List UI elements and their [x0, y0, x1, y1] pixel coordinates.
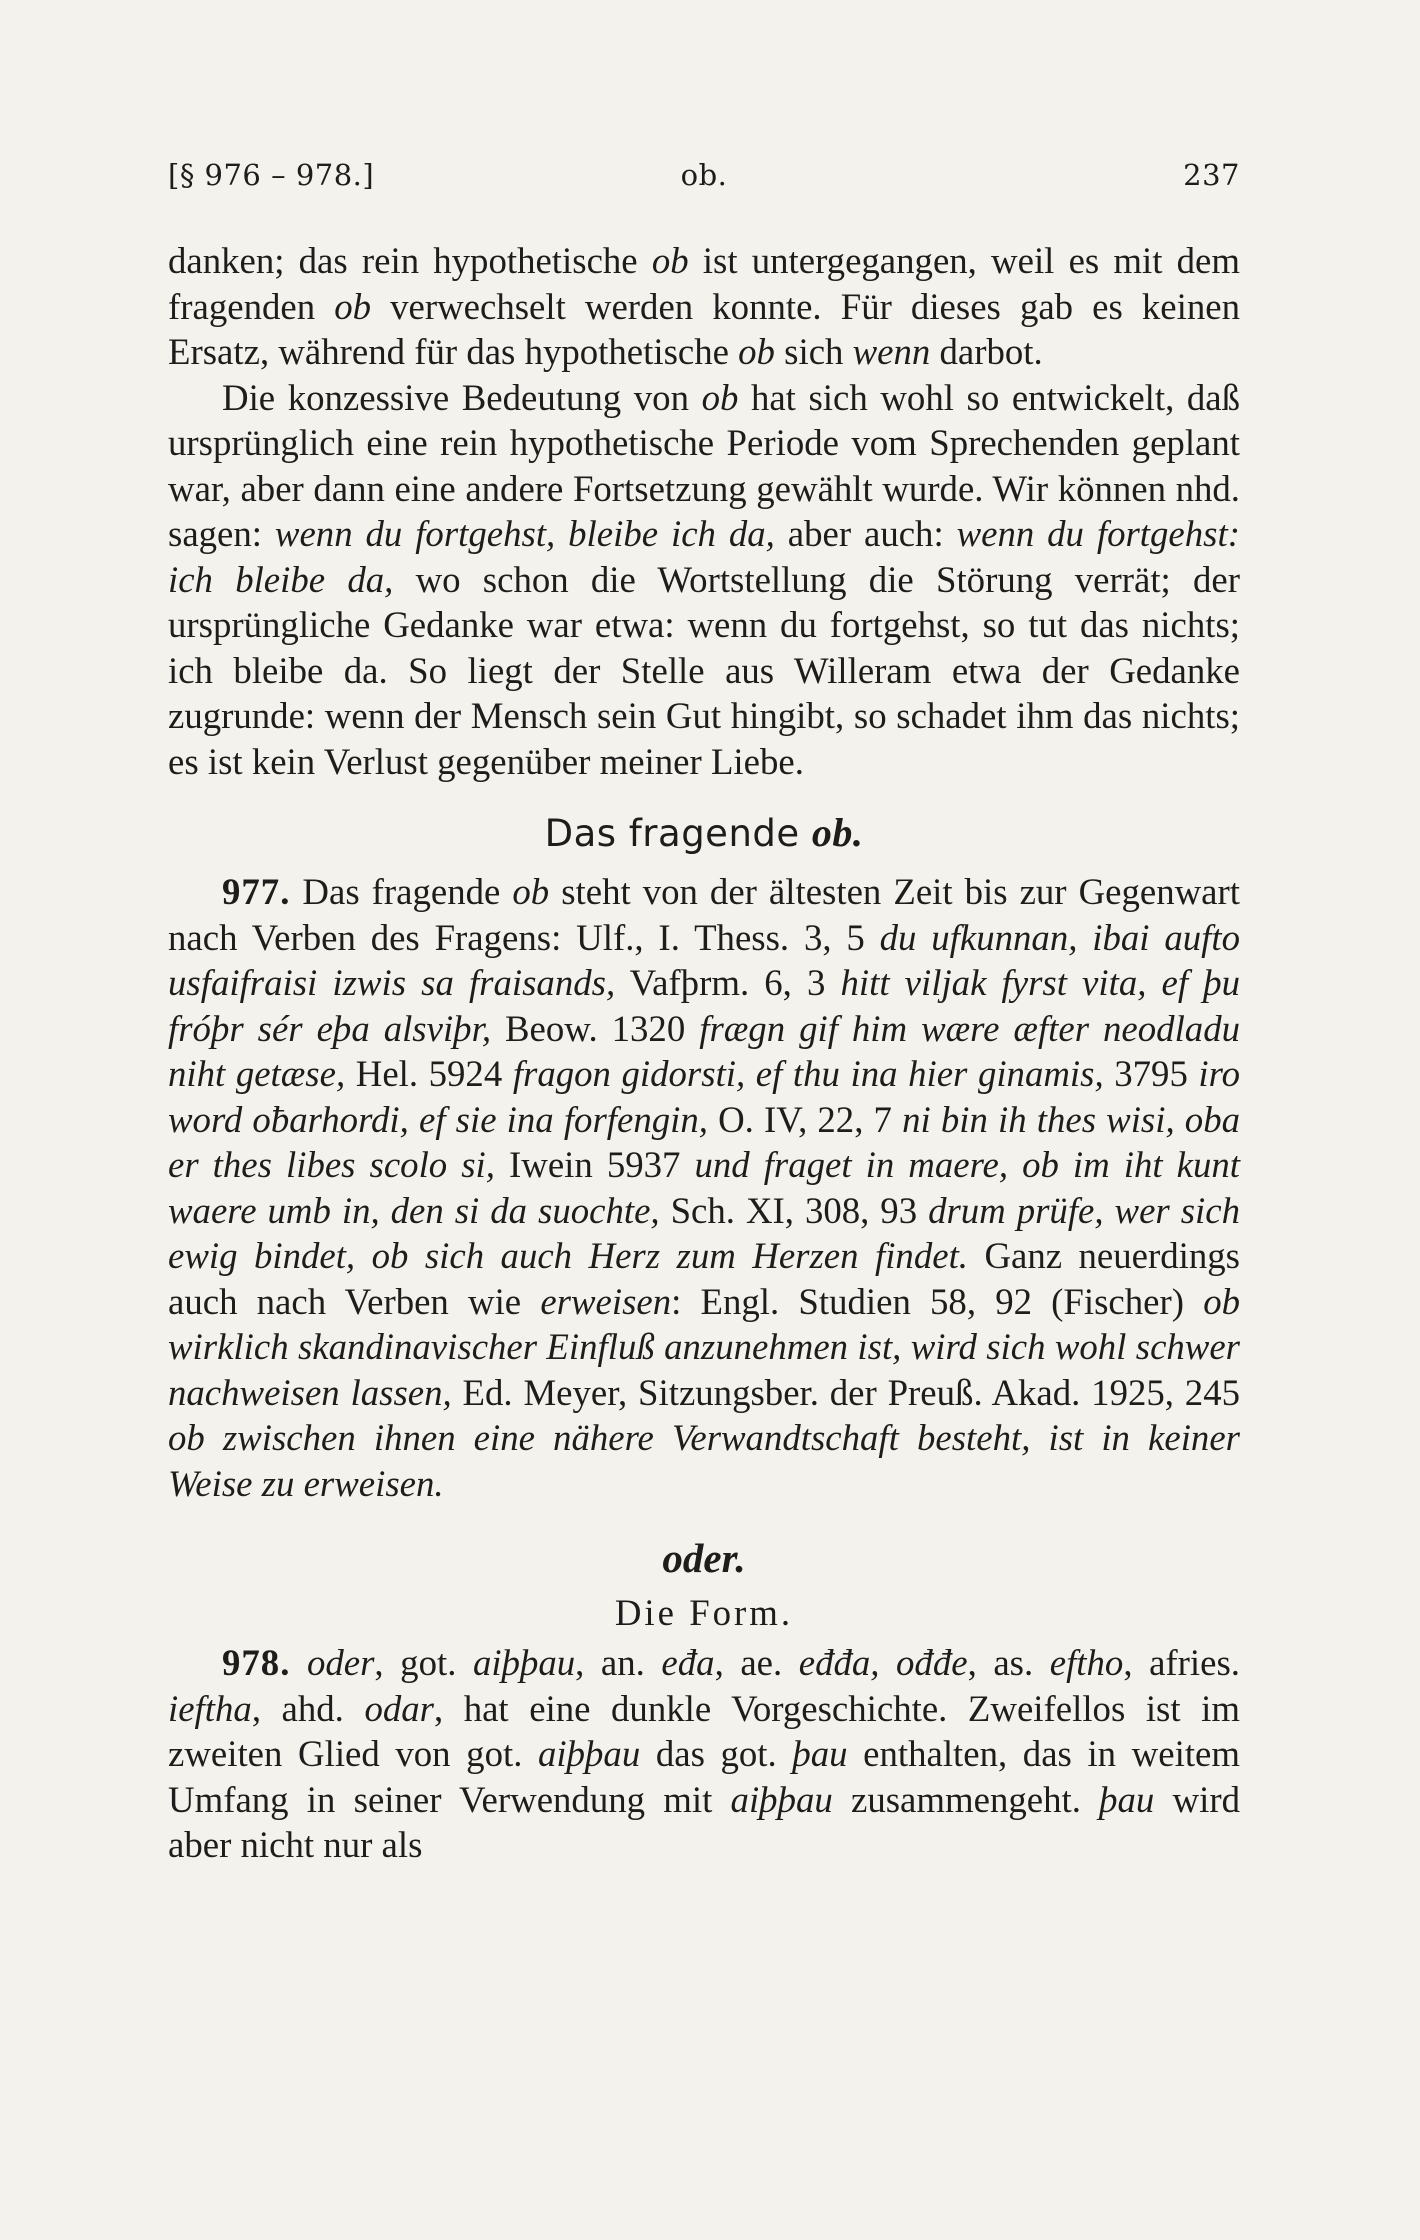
text-run: , an.: [575, 1642, 662, 1683]
italic-run: aiþþau: [472, 1642, 576, 1683]
heading-text: Das fragende: [544, 812, 812, 855]
section-heading-oder: oder.: [662, 1535, 746, 1581]
text-run: 3795: [1103, 1053, 1199, 1094]
text-run: Ganz neuerdings auch nach Verben wie: [168, 1235, 1240, 1322]
italic-run: fragon gidorsti, ef thu ina hier ginamis,: [512, 1053, 1104, 1094]
section-heading-fragende-ob: [168, 808, 1240, 859]
text-run: , as.: [967, 1642, 1050, 1683]
italic-run: drum prüfe, wer sich ewig bindet, ob sich auch Herz zum Herzen findet.: [168, 1189, 1240, 1276]
running-head: [168, 150, 1240, 200]
italic-run: frægn gif him wære æfter neodladu niht getæse,: [168, 1007, 1240, 1094]
italic-run: wenn du fortgehst: ich bleibe da,: [168, 513, 1240, 600]
text-run: Ed. Meyer, Sitzungsber. der Preuß. Akad. 1925, 245: [451, 1371, 1240, 1413]
text-run: , got.: [374, 1642, 473, 1683]
paragraph-concessive-meaning: [168, 375, 1240, 785]
italic-run: ob: [738, 331, 775, 372]
text-run: sich: [774, 331, 853, 372]
text-run: : Engl. Studien 58, 92 (Fischer): [671, 1280, 1204, 1322]
text-run: darbot.: [930, 331, 1043, 372]
text-run: wird aber nicht nur als: [168, 1778, 1240, 1865]
italic-run: eđđa, ođđe: [798, 1642, 968, 1683]
italic-run: eđa: [661, 1642, 715, 1683]
paragraph-hypothetical-ob: [168, 238, 1240, 375]
text-run: Vafþrm. 6, 3: [615, 962, 841, 1003]
subheading-die-form: Die Form.: [614, 1592, 794, 1633]
running-title: ob.: [680, 158, 728, 192]
text-run: Die konzessive Bedeutung von: [222, 376, 702, 418]
text-run: [290, 1642, 307, 1683]
italic-run: ieftha: [168, 1687, 252, 1729]
italic-run: þau: [792, 1733, 848, 1774]
italic-run: ob wirklich skandinavischer Einfluß anzunehmen ist, wird sich wohl schwer nachweisen lassen,: [168, 1280, 1240, 1413]
text-run: enthalten, das in weitem Umfang in seiner Verwendung mit: [168, 1733, 1240, 1820]
text-run: Sch. XI, 308, 93: [659, 1189, 929, 1231]
text-run: , afries.: [1123, 1642, 1240, 1683]
text-run: zusammengeht.: [832, 1778, 1100, 1820]
text-run: Iwein 5937: [494, 1144, 695, 1185]
italic-run: iro word oƀarhordi, ef sie ina forfengin,: [168, 1053, 1240, 1140]
section-number-977: 977.: [222, 871, 291, 912]
italic-run: aiþþau: [730, 1778, 833, 1820]
text-run: , ahd.: [251, 1687, 365, 1729]
text-run: wo schon die Wortstellung die Störung verrät; der ursprüngliche Gedanke war etwa: wenn du fortgehst, so tut das nichts; ich bleibe da. So liegt der Stelle aus Willeram etwa der Gedanke zugrunde: wenn der Mensch sein Gut hingibt, so schadet ihm das nichts; es ist kein Verlust gegenüber meiner Liebe.: [168, 558, 1241, 782]
text-run: O. IV, 22, 7: [707, 1098, 903, 1140]
text-run: Beow. 1320: [491, 1007, 700, 1049]
italic-run: ob: [334, 285, 371, 327]
italic-run: erweisen: [540, 1280, 672, 1322]
italic-run: eftho: [1049, 1642, 1124, 1683]
text-run: aber auch:: [774, 513, 957, 554]
book-page: [168, 150, 1240, 1868]
italic-run: þau: [1099, 1778, 1155, 1820]
italic-run: ob: [512, 871, 550, 912]
italic-run: aiþþau: [538, 1733, 641, 1774]
italic-run: odar: [364, 1687, 434, 1729]
section-range: [§ 976 – 978.]: [168, 158, 375, 192]
text-run: , hat eine dunkle Vorgeschichte. Zweifellos ist im zweiten Glied von got.: [168, 1687, 1240, 1774]
text-run: Das fragende: [290, 871, 513, 912]
italic-run: ob: [701, 376, 739, 418]
italic-run: wenn du fortgehst, bleibe ich da,: [274, 513, 775, 554]
italic-run: und fraget in maere, ob im iht kunt waere umb in, den si da suochte,: [168, 1144, 1240, 1231]
text-run: steht von der ältesten Zeit bis zur Gegenwart nach Verben des Fragens: Ulf., I. Thess. 3, 5: [168, 871, 1240, 958]
text-run: ist untergegangen, weil es mit dem fragenden: [168, 240, 1240, 327]
italic-run: wenn: [852, 331, 931, 372]
italic-run: hitt viljak fyrst vita, ef þu fróþr sér eþa alsviþr,: [168, 962, 1240, 1049]
italic-run: oder: [306, 1642, 375, 1683]
page-number: 237: [1183, 158, 1240, 192]
text-run: das got.: [640, 1733, 793, 1774]
text-run: danken; das rein hypothetische: [168, 240, 652, 281]
italic-run: ob zwischen ihnen eine nähere Verwandtschaft besteht, ist in keiner Weise zu erweisen.: [168, 1417, 1240, 1504]
paragraph-978: [168, 1640, 1240, 1868]
text-run: hat sich wohl so entwickelt, daß ursprünglich eine rein hypothetische Periode vom Sprechenden geplant war, aber dann eine andere Fortsetzung gewählt wurde. Wir können nhd. sagen:: [168, 376, 1241, 554]
text-run: , ae.: [714, 1642, 799, 1683]
italic-run: ni bin ih thes wisi, oba er thes libes scolo si,: [168, 1098, 1240, 1185]
italic-run: du ufkunnan, ibai aufto usfaifraisi izwis sa fraisands,: [168, 916, 1240, 1003]
paragraph-977: [168, 869, 1240, 1506]
text-run: verwechselt werden konnte. Für dieses gab es keinen Ersatz, während für das hypothetische: [168, 285, 1240, 372]
section-number-978: 978.: [222, 1642, 291, 1683]
italic-run: ob: [651, 240, 689, 281]
text-run: Hel. 5924: [345, 1053, 513, 1094]
heading-italic: ob.: [811, 810, 864, 855]
